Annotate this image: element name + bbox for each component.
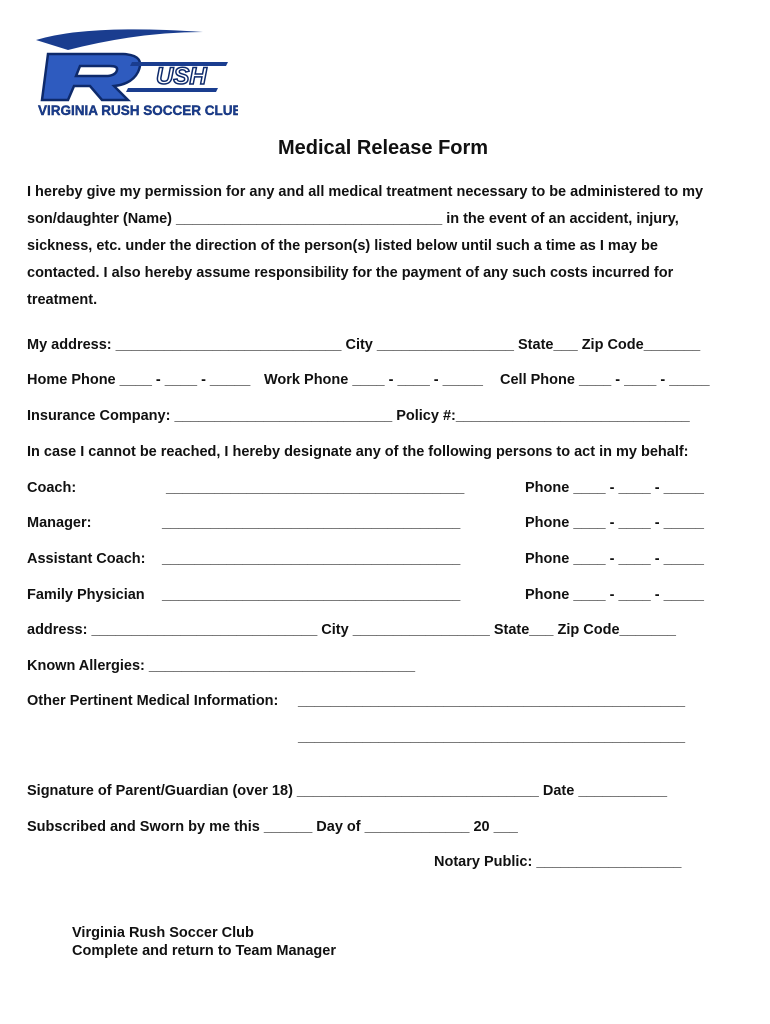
manager-phone-field[interactable]: Phone ____ - ____ - _____ [525, 515, 704, 531]
assistant-coach-name-field[interactable]: _____________________________________ [162, 551, 461, 567]
intro-line-5: treatment. [27, 292, 98, 308]
manager-name-field[interactable]: _____________________________________ [162, 515, 461, 531]
notary-field[interactable]: Notary Public: __________________ [434, 854, 682, 870]
coach-phone-field[interactable]: Phone ____ - ____ - _____ [525, 480, 704, 496]
intro-line-2: son/daughter (Name) _________________________________ in the event of an accident, injury, [27, 211, 679, 227]
page-title: Medical Release Form [278, 137, 489, 159]
logo-club-name: VIRGINIA RUSH SOCCER CLUB [38, 103, 238, 118]
rush-logo-graphic [28, 22, 238, 122]
signature-field[interactable]: Signature of Parent/Guardian (over 18) ______________________________ Date ___________ [27, 783, 668, 799]
work-phone-field[interactable]: Work Phone ____ - ____ - _____ [264, 372, 483, 388]
family-physician-phone-field[interactable]: Phone ____ - ____ - _____ [525, 587, 704, 603]
logo-wordmark: USH [156, 63, 207, 90]
medical-info-line-2[interactable]: ________________________________________________ [298, 729, 686, 745]
family-physician-name-field[interactable]: _____________________________________ [162, 587, 461, 603]
intro-line-3: sickness, etc. under the direction of the person(s) listed below until such a time as I may be [27, 238, 658, 254]
sworn-field[interactable]: Subscribed and Sworn by me this ______ Day of _____________ 20 ___ [27, 819, 518, 835]
medical-info-line-1[interactable]: ________________________________________________ [298, 693, 686, 709]
medical-info-label: Other Pertinent Medical Information: [27, 693, 279, 709]
physician-address-field[interactable]: address: ____________________________ City _________________ State___ Zip Code_______ [27, 622, 676, 638]
address-field[interactable]: My address: ____________________________ City _________________ State___ Zip Code_______ [27, 337, 701, 353]
intro-line-1: I hereby give my permission for any and all medical treatment necessary to be administered to my [27, 184, 704, 200]
home-phone-field[interactable]: Home Phone ____ - ____ - _____ [27, 372, 251, 388]
footer-club-name: Virginia Rush Soccer Club [72, 925, 254, 941]
coach-label: Coach: [27, 480, 77, 496]
insurance-field[interactable]: Insurance Company: ___________________________ Policy #:_____________________________ [27, 408, 690, 424]
assistant-coach-phone-field[interactable]: Phone ____ - ____ - _____ [525, 551, 704, 567]
cell-phone-field[interactable]: Cell Phone ____ - ____ - _____ [500, 372, 710, 388]
family-physician-label: Family Physician [27, 587, 145, 603]
manager-label: Manager: [27, 515, 92, 531]
designate-text: In case I cannot be reached, I hereby designate any of the following persons to act in my behalf: [27, 444, 689, 460]
footer-instruction: Complete and return to Team Manager [72, 943, 336, 959]
allergies-field[interactable]: Known Allergies: _________________________________ [27, 658, 416, 674]
assistant-coach-label: Assistant Coach: [27, 551, 146, 567]
intro-line-4: contacted. I also hereby assume responsibility for the payment of any such costs incurred for [27, 265, 674, 281]
coach-name-field[interactable]: _____________________________________ [166, 480, 465, 496]
club-logo [28, 22, 238, 122]
